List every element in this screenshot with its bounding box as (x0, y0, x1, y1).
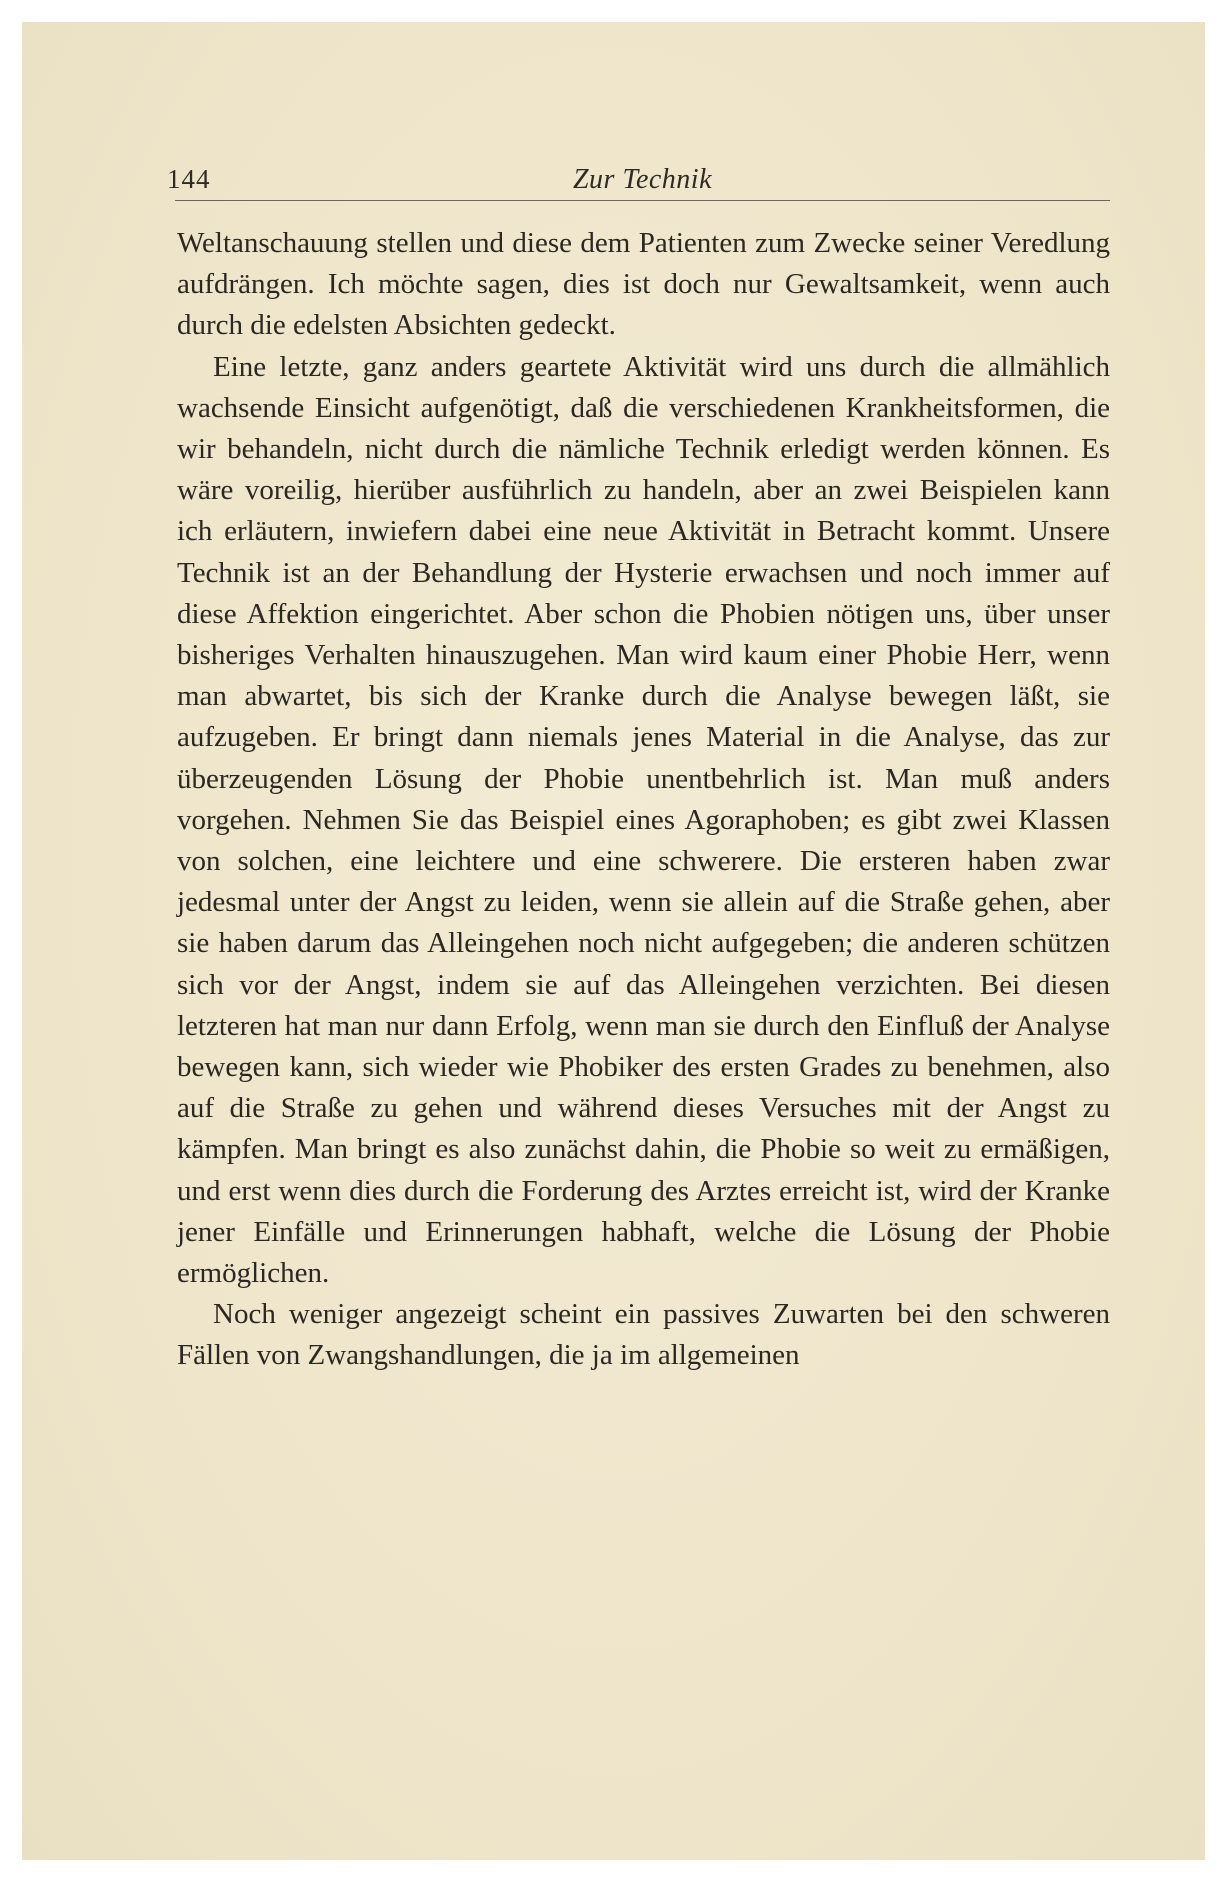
paragraph-zwangshandlungen: Noch weniger angezeigt scheint ein passives Zuwarten bei den schweren Fällen von Zwangshandlungen, die ja im allgemeinen (177, 1298, 1110, 1372)
body-text (177, 223, 1110, 1377)
page-header (167, 160, 1110, 201)
paragraph-continuation: Weltanschauung stellen und diese dem Patienten zum Zwecke seiner Veredlung aufdrängen. Ich möchte sagen, dies ist doch nur Gewaltsamkeit, wenn auch durch die edelsten Absichten gedeckt. (177, 227, 1110, 342)
page-number: 144 (167, 164, 211, 194)
running-head: Zur Technik (572, 164, 713, 195)
paragraph-aktivitaet: Eine letzte, ganz anders geartete Aktivität wird uns durch die allmählich wachsende Einsicht aufgenötigt, daß die verschiedenen Krankheitsformen, die wir behandeln, nicht durch die nämliche Technik erledigt werden können. Es wäre voreilig, hierüber ausführlich zu handeln, aber an zwei Beispielen kann ich erläutern, inwiefern dabei eine neue Aktivität in Betracht kommt. Unsere Technik ist an der Behandlung der Hysterie erwachsen und noch immer auf diese Affektion eingerichtet. Aber schon die Phobien nötigen uns, über unser bisheriges Verhalten hinauszugehen. Man wird kaum einer Phobie Herr, wenn man abwartet, bis sich der Kranke durch die Analyse bewegen läßt, sie aufzugeben. Er bringt dann niemals jenes Material in die Analyse, das zur überzeugenden Lösung der Phobie unentbehrlich ist. Man muß anders vorgehen. Nehmen Sie das Beispiel eines Agoraphoben; es gibt zwei Klassen von solchen, eine leichtere und eine schwerere. Die ersteren haben zwar jedesmal unter der Angst zu leiden, wenn sie allein auf die Straße gehen, aber sie haben darum das Alleingehen noch nicht aufgegeben; die anderen schützen sich vor der Angst, indem sie auf das Alleingehen verzichten. Bei diesen letzteren hat man nur dann Erfolg, wenn man sie durch den Einfluß der Analyse bewegen kann, sich wieder wie Phobiker des ersten Grades zu benehmen, also auf die Straße zu gehen und während dieses Versuches mit der Angst zu kämpfen. Man bringt es also zunächst dahin, die Phobie so weit zu ermäßigen, und erst wenn dies durch die Forderung des Arztes erreicht ist, wird der Kranke jener Einfälle und Erinnerungen habhaft, welche die Lösung der Phobie ermöglichen. (177, 350, 1110, 1290)
